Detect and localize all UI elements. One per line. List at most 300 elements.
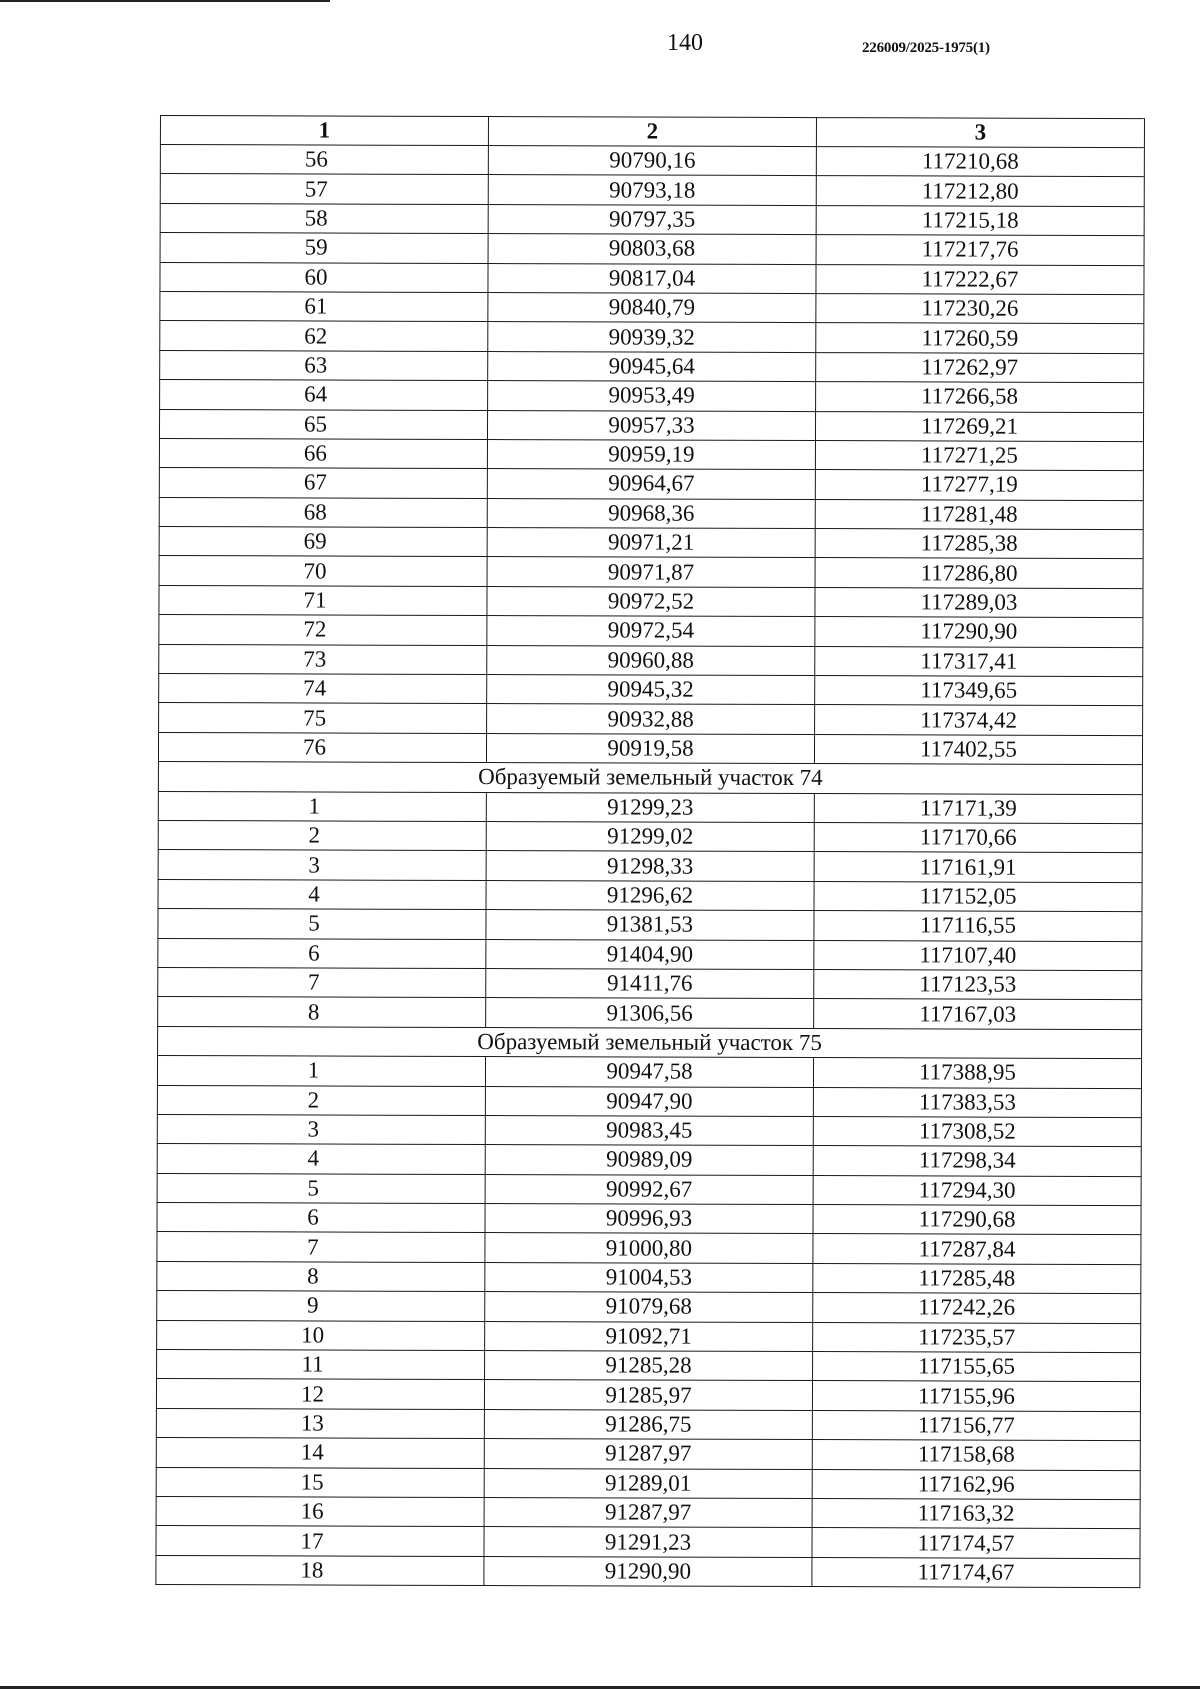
x-coordinate-value: 91286,75 <box>605 1411 692 1437</box>
table-row <box>160 145 1144 177</box>
point-number-cell <box>156 1555 484 1585</box>
x-coordinate-cell <box>484 1527 812 1557</box>
y-coordinate-cell <box>815 646 1143 676</box>
point-number-value: 10 <box>301 1322 325 1348</box>
y-coordinate-cell <box>813 1087 1141 1117</box>
table-row <box>159 674 1143 706</box>
y-coordinate-value: 117286,80 <box>920 560 1018 586</box>
table-row <box>159 644 1143 676</box>
point-number-value: 3 <box>307 1116 320 1142</box>
point-number-value: 74 <box>303 675 327 701</box>
x-coordinate-value: 90947,90 <box>606 1088 693 1114</box>
x-coordinate-value: 91299,23 <box>607 794 694 820</box>
x-coordinate-cell <box>488 234 816 264</box>
y-coordinate-cell <box>813 1352 1141 1382</box>
table-row <box>159 468 1143 500</box>
point-number-value: 2 <box>308 822 321 848</box>
point-number-cell <box>157 1173 485 1203</box>
x-coordinate-cell <box>486 733 814 763</box>
x-coordinate-cell <box>485 1174 813 1204</box>
point-number-cell <box>160 350 488 380</box>
table-row <box>158 879 1142 911</box>
x-coordinate-value: 91285,28 <box>605 1352 692 1378</box>
point-number-value: 61 <box>304 293 328 319</box>
x-coordinate-cell <box>485 1262 813 1292</box>
point-number-value: 68 <box>303 499 327 525</box>
table-row <box>157 1085 1141 1117</box>
x-coordinate-cell <box>484 1439 812 1469</box>
point-number-value: 15 <box>300 1469 324 1495</box>
table-row <box>160 380 1144 412</box>
y-coordinate-cell <box>812 1528 1140 1558</box>
x-coordinate-cell <box>488 351 816 381</box>
x-coordinate-cell <box>487 498 815 528</box>
x-coordinate-cell <box>487 528 815 558</box>
y-coordinate-cell <box>814 852 1142 882</box>
table-row <box>160 291 1144 323</box>
x-coordinate-cell <box>488 381 816 411</box>
y-coordinate-cell <box>816 147 1144 177</box>
y-coordinate-value: 117212,80 <box>921 177 1019 204</box>
x-coordinate-value: 91411,76 <box>607 970 693 996</box>
point-number-value: 14 <box>300 1439 324 1465</box>
document-code: 226009/2025-1975(1) <box>862 40 990 56</box>
table-row <box>156 1379 1140 1411</box>
point-number-value: 2 <box>307 1087 320 1113</box>
table-row <box>156 1496 1140 1528</box>
y-coordinate-value: 117116,55 <box>919 912 1017 939</box>
point-number-cell <box>159 409 487 439</box>
x-coordinate-cell <box>486 910 814 940</box>
table-row <box>160 321 1144 353</box>
y-coordinate-value: 117294,30 <box>918 1177 1016 1203</box>
coordinates-table <box>155 115 1145 1588</box>
table-row <box>160 262 1144 294</box>
y-coordinate-cell <box>816 323 1144 353</box>
y-coordinate-cell <box>814 734 1142 764</box>
x-coordinate-value: 90790,16 <box>609 147 696 173</box>
page-number: 140 <box>667 30 703 56</box>
point-number-cell <box>160 203 488 233</box>
y-coordinate-cell <box>813 1322 1141 1352</box>
table-row <box>156 1555 1140 1587</box>
y-coordinate-value: 117174,57 <box>917 1529 1015 1556</box>
x-coordinate-cell <box>484 1409 812 1439</box>
y-coordinate-value: 117260,59 <box>921 324 1019 351</box>
x-coordinate-cell <box>485 1115 813 1145</box>
table-row <box>157 1320 1141 1352</box>
x-coordinate-cell <box>486 822 814 852</box>
point-number-cell <box>160 233 488 263</box>
y-coordinate-cell <box>816 176 1144 206</box>
y-coordinate-value: 117162,96 <box>917 1471 1015 1497</box>
point-number-value: 5 <box>307 1175 319 1201</box>
point-number-cell <box>156 1526 484 1556</box>
column-header: 3 <box>816 118 1144 148</box>
point-number-value: 13 <box>300 1410 324 1436</box>
point-number-cell <box>156 1408 484 1438</box>
y-coordinate-value: 117349,65 <box>920 677 1018 703</box>
x-coordinate-value: 91296,62 <box>606 882 694 908</box>
y-coordinate-value: 117163,32 <box>917 1500 1015 1526</box>
point-number-cell <box>159 556 487 586</box>
point-number-value: 65 <box>303 411 328 437</box>
y-coordinate-cell <box>815 411 1143 441</box>
y-coordinate-cell <box>814 940 1142 970</box>
y-coordinate-cell <box>815 470 1143 500</box>
x-coordinate-cell <box>484 1468 812 1498</box>
x-coordinate-cell <box>485 1145 813 1175</box>
x-coordinate-value: 90968,36 <box>608 500 695 526</box>
x-coordinate-cell <box>486 939 814 969</box>
x-coordinate-cell <box>486 851 814 881</box>
y-coordinate-value: 117170,66 <box>919 824 1017 850</box>
x-coordinate-cell <box>484 1497 812 1527</box>
point-number-value: 76 <box>302 734 327 760</box>
point-number-value: 64 <box>304 381 328 407</box>
point-number-value: 72 <box>303 616 327 642</box>
y-coordinate-value: 117290,90 <box>920 618 1018 645</box>
y-coordinate-value: 117308,52 <box>918 1118 1016 1144</box>
x-coordinate-cell <box>484 1556 812 1586</box>
point-number-value: 73 <box>303 646 327 672</box>
x-coordinate-cell <box>487 557 815 587</box>
x-coordinate-cell <box>485 1321 813 1351</box>
table-row <box>156 1467 1140 1499</box>
point-number-cell <box>159 703 487 733</box>
table-row <box>158 967 1142 999</box>
y-coordinate-cell <box>815 499 1143 529</box>
x-coordinate-value: 91287,97 <box>605 1440 692 1467</box>
x-coordinate-cell <box>486 792 814 822</box>
point-number-value: 11 <box>301 1351 324 1377</box>
point-number-cell <box>159 674 487 704</box>
point-number-cell <box>156 1496 484 1526</box>
point-number-cell <box>157 1320 485 1350</box>
table-row <box>159 585 1143 617</box>
point-number-value: 63 <box>304 352 328 378</box>
y-coordinate-value: 117281,48 <box>920 501 1018 527</box>
y-coordinate-value: 117290,68 <box>918 1206 1016 1232</box>
x-coordinate-value: 90803,68 <box>608 235 696 262</box>
point-number-cell <box>157 1056 485 1086</box>
x-coordinate-value: 90947,58 <box>606 1058 693 1084</box>
table-row <box>159 703 1143 735</box>
point-number-value: 1 <box>308 793 321 819</box>
point-number-value: 58 <box>304 205 328 231</box>
point-number-cell <box>158 850 486 880</box>
table-row <box>156 1408 1140 1440</box>
y-coordinate-cell <box>812 1410 1140 1440</box>
y-coordinate-value: 117158,68 <box>917 1441 1015 1468</box>
table-row <box>157 1114 1141 1146</box>
y-coordinate-cell <box>816 205 1144 235</box>
point-number-value: 75 <box>303 705 327 731</box>
y-coordinate-cell <box>814 969 1142 999</box>
scan-edge-top <box>0 0 330 2</box>
x-coordinate-cell <box>484 1380 812 1410</box>
point-number-value: 12 <box>300 1381 325 1407</box>
x-coordinate-cell <box>485 1292 813 1322</box>
y-coordinate-value: 117222,67 <box>921 266 1019 292</box>
y-coordinate-value: 117152,05 <box>919 883 1017 909</box>
x-coordinate-cell <box>486 968 814 998</box>
point-number-cell <box>157 1085 485 1115</box>
section-row <box>158 1026 1142 1058</box>
y-coordinate-cell <box>815 587 1143 617</box>
x-coordinate-value: 90953,49 <box>608 382 695 408</box>
x-coordinate-cell <box>485 1204 813 1234</box>
x-coordinate-value: 91299,02 <box>607 823 694 849</box>
point-number-value: 70 <box>303 558 327 584</box>
y-coordinate-cell <box>816 294 1144 324</box>
x-coordinate-cell <box>485 1233 813 1263</box>
table-row <box>159 556 1143 588</box>
table-row <box>159 527 1143 559</box>
y-coordinate-cell <box>815 676 1143 706</box>
table-row <box>158 820 1142 852</box>
table-row <box>160 350 1144 382</box>
y-coordinate-value: 117402,55 <box>920 736 1018 762</box>
y-coordinate-cell <box>813 1116 1141 1146</box>
point-number-cell <box>159 644 487 674</box>
x-coordinate-value: 90840,79 <box>608 294 696 320</box>
y-coordinate-value: 117242,26 <box>918 1294 1016 1321</box>
x-coordinate-value: 90919,58 <box>607 735 694 761</box>
point-number-cell <box>158 938 486 968</box>
y-coordinate-value: 117215,18 <box>921 207 1019 233</box>
y-coordinate-cell <box>815 558 1143 588</box>
x-coordinate-value: 90817,04 <box>608 265 696 291</box>
y-coordinate-cell <box>813 1146 1141 1176</box>
point-number-cell <box>160 174 488 204</box>
x-coordinate-cell <box>488 146 816 176</box>
x-coordinate-cell <box>485 1351 813 1381</box>
y-coordinate-cell <box>812 1440 1140 1470</box>
x-coordinate-value: 90992,67 <box>605 1176 693 1202</box>
x-coordinate-value: 90797,35 <box>609 206 696 232</box>
x-coordinate-cell <box>486 998 814 1028</box>
y-coordinate-cell <box>816 352 1144 382</box>
x-coordinate-value: 90971,21 <box>607 529 695 555</box>
x-coordinate-value: 90939,32 <box>608 323 695 350</box>
table-row <box>156 1526 1140 1558</box>
x-coordinate-value: 90957,33 <box>608 412 695 438</box>
x-coordinate-value: 91290,90 <box>604 1558 692 1584</box>
y-coordinate-value: 117262,97 <box>921 354 1019 380</box>
x-coordinate-value: 90945,32 <box>607 676 694 702</box>
point-number-cell <box>158 909 486 939</box>
point-number-cell <box>156 1379 484 1409</box>
table-row <box>157 1173 1141 1205</box>
y-coordinate-cell <box>814 793 1142 823</box>
table-row <box>157 1144 1141 1176</box>
x-coordinate-value: 91287,97 <box>604 1499 692 1525</box>
point-number-value: 5 <box>308 910 320 936</box>
x-coordinate-value: 91404,90 <box>606 941 694 967</box>
point-number-cell <box>157 1114 485 1144</box>
section-title: Образуемый земельный участок 75 <box>158 1026 1142 1058</box>
point-number-value: 71 <box>303 587 327 613</box>
table-row <box>160 174 1144 206</box>
point-number-cell <box>160 145 488 175</box>
point-number-value: 9 <box>306 1292 319 1318</box>
y-coordinate-cell <box>813 1234 1141 1264</box>
point-number-cell <box>160 321 488 351</box>
y-coordinate-cell <box>816 264 1144 294</box>
y-coordinate-cell <box>815 529 1143 559</box>
point-number-cell <box>158 732 486 762</box>
y-coordinate-value: 117156,77 <box>917 1412 1015 1438</box>
x-coordinate-cell <box>487 439 815 469</box>
x-coordinate-cell <box>488 263 816 293</box>
y-coordinate-value: 117167,03 <box>919 1000 1017 1027</box>
y-coordinate-cell <box>816 235 1144 265</box>
table-header-row <box>160 116 1144 148</box>
y-coordinate-cell <box>815 617 1143 647</box>
coordinates-table-container <box>155 115 1144 1588</box>
point-number-value: 69 <box>303 528 327 554</box>
y-coordinate-cell <box>814 999 1142 1029</box>
y-coordinate-cell <box>812 1469 1140 1499</box>
x-coordinate-value: 91000,80 <box>605 1235 693 1261</box>
point-number-value: 16 <box>300 1498 324 1524</box>
point-number-cell <box>159 585 487 615</box>
point-number-value: 67 <box>303 469 327 496</box>
x-coordinate-cell <box>487 469 815 499</box>
y-coordinate-value: 117287,84 <box>918 1236 1016 1262</box>
x-coordinate-cell <box>487 616 815 646</box>
x-coordinate-cell <box>485 1086 813 1116</box>
point-number-value: 6 <box>308 940 320 966</box>
x-coordinate-value: 91306,56 <box>606 999 693 1026</box>
x-coordinate-value: 90989,09 <box>606 1146 693 1173</box>
y-coordinate-value: 117317,41 <box>920 648 1018 674</box>
x-coordinate-value: 90971,87 <box>607 559 695 585</box>
table-row <box>159 615 1143 647</box>
y-coordinate-cell <box>813 1263 1141 1293</box>
x-coordinate-value: 90959,19 <box>608 441 695 467</box>
point-number-cell <box>157 1232 485 1262</box>
point-number-value: 59 <box>304 234 328 260</box>
x-coordinate-value: 91092,71 <box>605 1323 692 1349</box>
point-number-cell <box>156 1467 484 1497</box>
y-coordinate-value: 117383,53 <box>918 1089 1016 1115</box>
y-coordinate-cell <box>815 440 1143 470</box>
point-number-cell <box>159 497 487 527</box>
point-number-cell <box>160 380 488 410</box>
x-coordinate-value: 91298,33 <box>606 852 694 879</box>
point-number-value: 18 <box>300 1557 324 1583</box>
point-number-cell <box>156 1438 484 1468</box>
point-number-value: 4 <box>307 1145 320 1171</box>
x-coordinate-value: 90964,67 <box>608 470 695 497</box>
x-coordinate-cell <box>487 704 815 734</box>
point-number-cell <box>157 1350 485 1380</box>
y-coordinate-value: 117230,26 <box>921 295 1019 321</box>
point-number-cell <box>158 967 486 997</box>
table-row <box>159 497 1143 529</box>
y-coordinate-value: 117161,91 <box>919 853 1017 880</box>
table-body <box>156 145 1145 1588</box>
y-coordinate-value: 117285,38 <box>920 530 1018 556</box>
y-coordinate-value: 117235,57 <box>918 1324 1016 1350</box>
x-coordinate-value: 91291,23 <box>604 1528 692 1555</box>
table-row <box>157 1056 1141 1088</box>
y-coordinate-cell <box>813 1058 1141 1088</box>
table-row <box>158 732 1142 764</box>
x-coordinate-value: 91289,01 <box>605 1470 692 1496</box>
point-number-value: 8 <box>307 1263 319 1289</box>
point-number-cell <box>158 791 486 821</box>
point-number-value: 17 <box>300 1527 324 1554</box>
y-coordinate-cell <box>816 382 1144 412</box>
column-header: 1 <box>160 116 488 146</box>
y-coordinate-cell <box>812 1499 1140 1529</box>
point-number-value: 56 <box>304 146 328 172</box>
x-coordinate-value: 90932,88 <box>607 706 694 732</box>
y-coordinate-value: 117174,67 <box>917 1559 1015 1585</box>
point-number-cell <box>159 438 487 468</box>
x-coordinate-value: 91381,53 <box>606 911 694 938</box>
x-coordinate-value: 91079,68 <box>605 1293 692 1320</box>
y-coordinate-cell <box>814 881 1142 911</box>
x-coordinate-cell <box>487 645 815 675</box>
y-coordinate-cell <box>812 1557 1140 1587</box>
table-row <box>157 1350 1141 1382</box>
table-row <box>157 1261 1141 1293</box>
table-row <box>159 409 1143 441</box>
point-number-cell <box>157 1291 485 1321</box>
point-number-cell <box>158 879 486 909</box>
point-number-value: 6 <box>307 1204 319 1230</box>
y-coordinate-value: 117123,53 <box>919 971 1017 997</box>
x-coordinate-value: 90945,64 <box>608 353 695 379</box>
y-coordinate-value: 117266,58 <box>921 383 1019 410</box>
y-coordinate-value: 117210,68 <box>921 148 1019 174</box>
x-coordinate-cell <box>487 586 815 616</box>
column-header: 2 <box>488 117 816 147</box>
x-coordinate-value: 90996,93 <box>605 1205 693 1231</box>
table-row <box>157 1203 1141 1235</box>
point-number-value: 4 <box>308 881 320 907</box>
point-number-value: 57 <box>304 176 328 202</box>
y-coordinate-value: 117277,19 <box>920 471 1018 498</box>
x-coordinate-cell <box>487 675 815 705</box>
x-coordinate-value: 91004,53 <box>605 1264 693 1290</box>
point-number-cell <box>157 1144 485 1174</box>
x-coordinate-value: 90972,52 <box>607 588 695 614</box>
point-number-cell <box>159 527 487 557</box>
table-row <box>157 1232 1141 1264</box>
table-row <box>158 850 1142 882</box>
point-number-cell <box>158 997 486 1027</box>
table-row <box>158 997 1142 1029</box>
y-coordinate-cell <box>813 1205 1141 1235</box>
point-number-cell <box>157 1203 485 1233</box>
point-number-cell <box>157 1261 485 1291</box>
y-coordinate-value: 117155,96 <box>917 1382 1015 1409</box>
y-coordinate-cell <box>814 911 1142 941</box>
table-row <box>156 1438 1140 1470</box>
y-coordinate-cell <box>812 1381 1140 1411</box>
y-coordinate-value: 117285,48 <box>918 1265 1016 1291</box>
point-number-value: 8 <box>307 998 320 1025</box>
point-number-cell <box>159 615 487 645</box>
y-coordinate-cell <box>814 823 1142 853</box>
table-row <box>160 203 1144 235</box>
point-number-cell <box>160 262 488 292</box>
